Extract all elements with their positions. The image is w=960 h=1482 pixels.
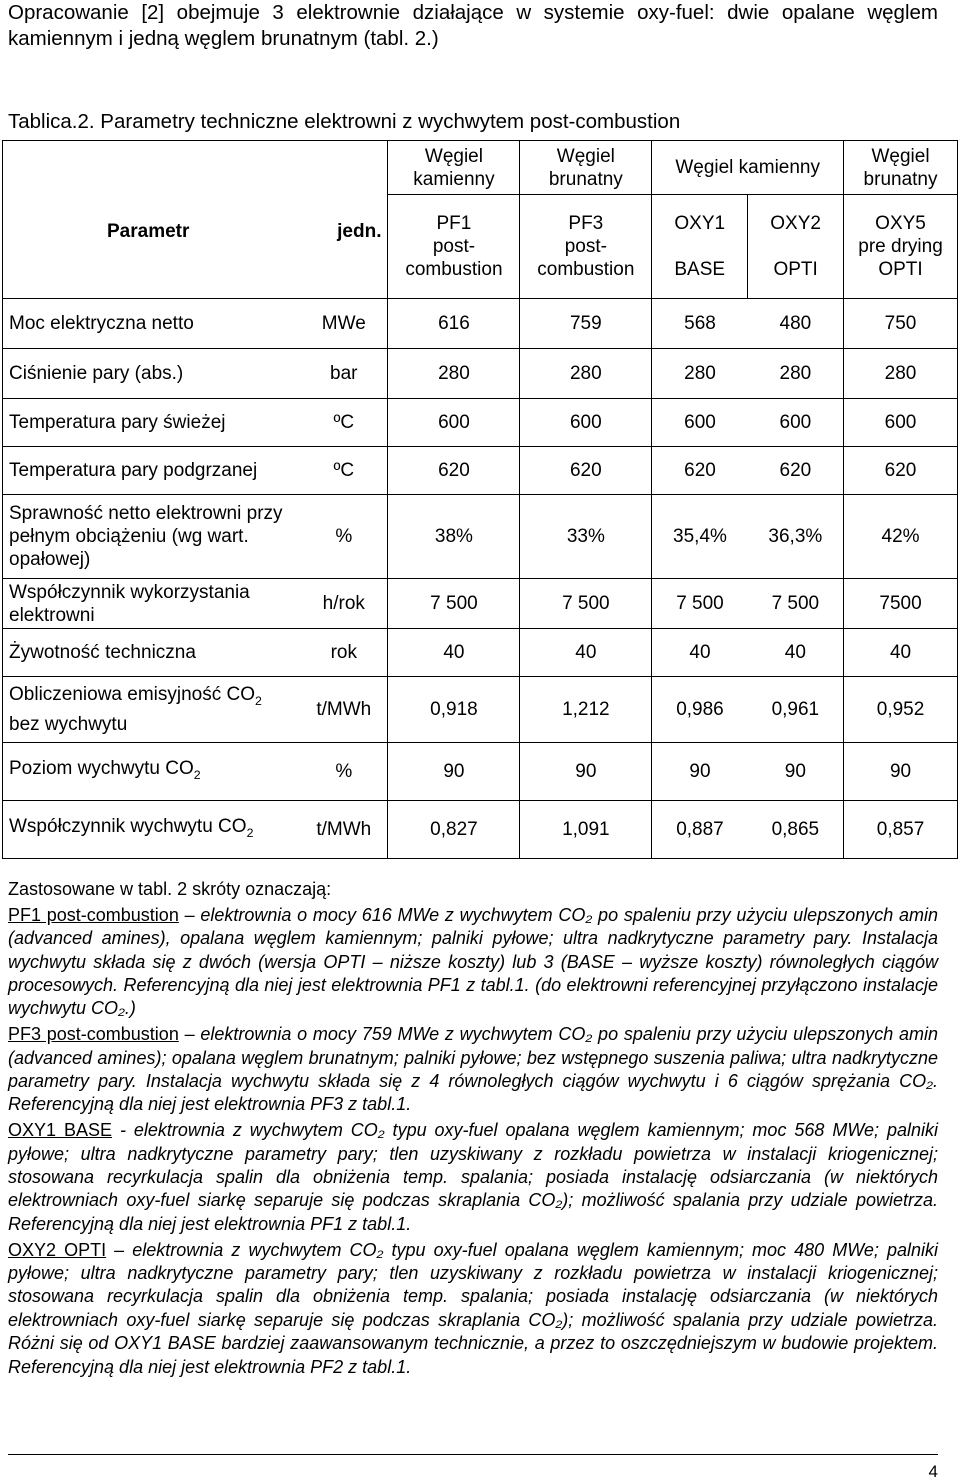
note-label: PF3 post-combustion [8,1024,179,1045]
table-row [3,447,958,495]
header-col-line: OPTI [773,259,818,280]
row-param [3,495,301,579]
row-value: 620 [748,447,844,495]
note-label: PF1 post-combustion [8,904,179,925]
row-param [3,801,301,859]
page-number: 4 [928,1462,938,1481]
row-param [3,743,301,801]
header-col-line: OXY2 [770,213,821,234]
header-col-line: pre drying [858,236,943,257]
row-value: 1,091 [520,801,652,859]
row-value: 90 [844,743,958,801]
row-value: 40 [748,629,844,677]
header-group-0: Węgiel kamienny [388,141,520,195]
table-body [3,299,958,859]
row-param [3,629,301,677]
row-param [3,349,301,399]
notes-list [8,904,938,1379]
row-value: 280 [652,349,748,399]
row-value: 568 [652,299,748,349]
header-col-line: PF3 [568,213,604,234]
row-param-text: Obliczeniowa emisyjność CO [9,684,256,706]
note-item [8,1119,938,1236]
note-item [8,1023,938,1117]
row-unit: ºC [300,447,388,495]
table-row [3,629,958,677]
row-unit: % [300,495,388,579]
row-param-text: Współczynnik wykorzystania elektrowni [9,581,250,626]
row-value: 40 [652,629,748,677]
header-group-2: Węgiel kamienny [652,141,844,195]
row-param [3,399,301,447]
note-text: - elektrownia z wychwytem CO₂ typu oxy-fuel opalana węglem kamiennym; moc 568 MWe; palniki pyłowe; ultra nadkrytyczne parametry pary; tlen uzyskiwany z rozkładu powietrza w instalacji kriogenicznej; stosowana recyrkulacja spalin dla obniżenia temp. spalania; posiada instalację odsiarczania (w niektórych elektrowniach oxy-fuel siarkę separuje się podczas skraplania CO₂); możliwość spalania przy udziale powietrza. Referencyjną dla niej jest elektrownia PF1 z tabl.1. [8,1120,938,1234]
row-value: 90 [748,743,844,801]
row-param [3,579,301,629]
row-value: 7 500 [520,579,652,629]
row-value: 750 [844,299,958,349]
row-value: 90 [520,743,652,801]
row-value: 600 [652,399,748,447]
row-param-text: Współczynnik wychwytu CO [9,815,247,837]
row-param-text: Żywotność techniczna [9,642,196,663]
table-row [3,495,958,579]
row-value: 600 [388,399,520,447]
row-value: 7 500 [748,579,844,629]
row-value: 40 [388,629,520,677]
row-param-text: Moc elektryczna netto [9,313,194,334]
header-col-line: OXY1 [674,213,726,234]
row-value: 759 [520,299,652,349]
header-col-line: post- [564,236,607,257]
row-value: 600 [520,399,652,447]
row-value: 616 [388,299,520,349]
row-param-text: Temperatura pary podgrzanej [9,460,258,481]
subscript: 2 [255,693,262,708]
header-col-line [658,235,741,258]
row-value: 0,986 [652,677,748,743]
row-param-text: Ciśnienie pary (abs.) [9,363,184,384]
row-value: 7500 [844,579,958,629]
row-value: 280 [844,349,958,399]
row-unit: t/MWh [300,677,388,743]
header-col-line [754,235,837,258]
row-unit: MWe [300,299,388,349]
row-unit: bar [300,349,388,399]
table-row [3,677,958,743]
notes-section [8,878,938,1381]
note-item [8,904,938,1021]
header-col-2 [652,195,748,299]
header-col-line: combustion [405,259,503,280]
row-value: 42% [844,495,958,579]
header-unit: jedn. [300,141,388,299]
row-value: 33% [520,495,652,579]
row-value: 36,3% [748,495,844,579]
row-value: 620 [520,447,652,495]
row-value: 0,918 [388,677,520,743]
row-value: 620 [844,447,958,495]
row-unit: t/MWh [300,801,388,859]
header-group-3: Węgiel brunatny [844,141,958,195]
row-value: 0,887 [652,801,748,859]
row-param-tail: bez wychwytu [9,713,128,735]
parameters-table [2,140,958,859]
subscript: 2 [193,767,201,782]
header-col-line: post- [432,236,476,257]
table-row [3,399,958,447]
row-unit: % [300,743,388,801]
row-unit: ºC [300,399,388,447]
note-text: – elektrownia o mocy 759 MWe z wychwytem CO₂ po spaleniu przy użyciu ulepszonych amin (advanced amines); opalana węglem brunatnym; palniki pyłowe; bez wstępnego suszenia paliwa; ultra nadkrytyczne parametry pary. Instalacja wychwytu składa się z 4 równoległych ciągów wychwytu i 6 ciągów sprężania CO₂. Referencyjną dla niej jest elektrownia PF3 z tabl.1. [8,1024,939,1115]
header-col-0 [388,195,520,299]
row-value: 0,827 [388,801,520,859]
row-param [3,299,301,349]
row-value: 620 [652,447,748,495]
row-param-text: Sprawność netto elektrowni przy pełnym obciążeniu (wg wart. opałowej) [9,503,283,570]
row-param-text: Temperatura pary świeżej [9,412,226,433]
header-parametr: Parametr [3,141,301,299]
row-value: 7 500 [652,579,748,629]
row-param-text: Poziom wychwytu CO [9,757,194,779]
row-value: 90 [388,743,520,801]
note-text: – elektrownia z wychwytem CO₂ typu oxy-fuel opalana węglem kamiennym; moc 480 MWe; palniki pyłowe; ultra nadkrytyczne parametry pary; tlen uzyskiwany z rozkładu powietrza w instalacji kriogenicznej; stosowana recyrkulacja spalin dla obniżenia temp. spalania; posiada instalację odsiarczania (w niektórych elektrowniach oxy-fuel siarkę separuje się podczas skraplania CO₂); możliwość spalania przy udziale powietrza. Różni się od OXY1 BASE bardziej zaawansowanym technicznie, a przez to oszczędniejszym w budowie projektem. Referencyjną dla niej jest elektrownia PF2 z tabl.1. [8,1239,938,1377]
table-row [3,801,958,859]
header-col-1 [520,195,652,299]
header-col-4 [844,195,958,299]
subscript: 2 [246,825,254,840]
notes-heading: Zastosowane w tabl. 2 skróty oznaczają: [8,879,332,899]
header-col-line: combustion [537,259,635,280]
row-value: 90 [652,743,748,801]
note-label: OXY2 OPTI [8,1239,107,1260]
row-value: 280 [388,349,520,399]
row-value: 38% [388,495,520,579]
row-value: 620 [388,447,520,495]
row-value: 280 [748,349,844,399]
row-value: 0,865 [748,801,844,859]
table-row [3,579,958,629]
header-col-line: BASE [674,259,726,280]
row-param [3,447,301,495]
row-value: 0,952 [844,677,958,743]
table-row [3,349,958,399]
row-value: 35,4% [652,495,748,579]
footer-divider [8,1454,938,1455]
row-value: 280 [520,349,652,399]
row-value: 7 500 [388,579,520,629]
header-col-3 [748,195,844,299]
note-text: – elektrownia o mocy 616 MWe z wychwytem CO₂ po spaleniu przy użyciu ulepszonych amin (advanced amines), opalana węglem kamiennym; palniki pyłowe; ultra nadkrytyczne parametry pary. Instalacja wychwytu składa się z dwóch (wersja OPTI – niższe koszty) lub 3 (BASE – wyższe koszty) równoległych ciągów procesowych. Referencyjną dla niej jest elektrownia PF1 z tabl.1. (do elektrowni referencyjnej przyłączono instalacje wychwytu CO₂.) [8,904,939,1019]
row-value: 0,857 [844,801,958,859]
row-value: 1,212 [520,677,652,743]
header-col-line: OPTI [878,259,923,280]
note-label: OXY1 BASE [8,1120,112,1141]
row-param [3,677,301,743]
row-unit: h/rok [300,579,388,629]
row-value: 480 [748,299,844,349]
row-unit: rok [300,629,388,677]
header-col-line: OXY5 [875,213,926,234]
row-value: 0,961 [748,677,844,743]
note-item [8,1239,938,1379]
header-group-1: Węgiel brunatny [520,141,652,195]
table-row [3,743,958,801]
row-value: 40 [520,629,652,677]
row-value: 600 [844,399,958,447]
row-value: 600 [748,399,844,447]
header-col-line: PF1 [436,213,472,234]
row-value: 40 [844,629,958,677]
intro-paragraph: Opracowanie [2] obejmuje 3 elektrownie działające w systemie oxy-fuel: dwie opalane węglem kamiennym i jedną węglem brunatnym (tabl. 2.) [8,1,938,50]
table-row [3,299,958,349]
table-caption: Tablica.2. Parametry techniczne elektrowni z wychwytem post-combustion [8,110,681,133]
